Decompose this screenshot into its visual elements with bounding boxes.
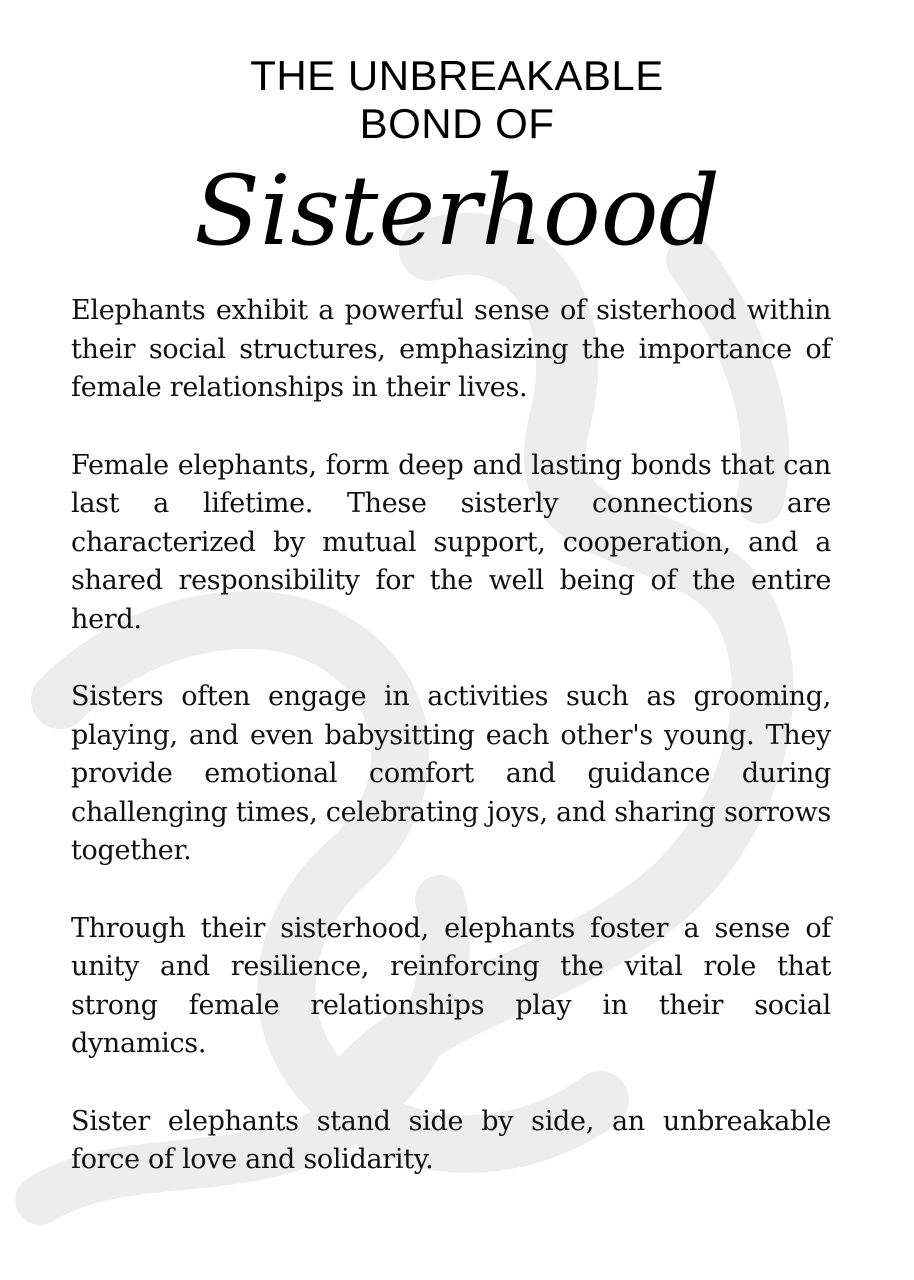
paragraph-1: Elephants exhibit a powerful sense of sisterhood within their social structures, emphasizing the importance of female relationships in their lives.: [71, 295, 831, 403]
title-block: [0, 52, 914, 148]
title-line-2: BOND OF: [359, 100, 555, 147]
body-text: [71, 292, 831, 1180]
script-title-svg: [194, 152, 720, 280]
paragraph-3: Sisters often engage in activities such as grooming, playing, and even babysitting each other's young. They provide emotional comfort and guidance during challenging times, celebrating joys, and sharing sorrows together.: [71, 681, 831, 866]
paragraph-4: Through their sisterhood, elephants foster a sense of unity and resilience, reinforcing the vital role that strong female relationships play in their social dynamics.: [71, 912, 831, 1059]
paragraph-2: Female elephants, form deep and lasting bonds that can last a lifetime. These sisterly connections are characterized by mutual support, cooperation, and a shared responsibility for the well being of the entire herd.: [71, 449, 831, 635]
paragraph-5: Sister elephants stand side by side, an unbreakable force of love and solidarity.: [71, 1105, 831, 1175]
script-title: [0, 152, 914, 282]
title-line-1: THE UNBREAKABLE: [250, 52, 664, 99]
script-title-text: Sisterhood: [194, 155, 720, 267]
